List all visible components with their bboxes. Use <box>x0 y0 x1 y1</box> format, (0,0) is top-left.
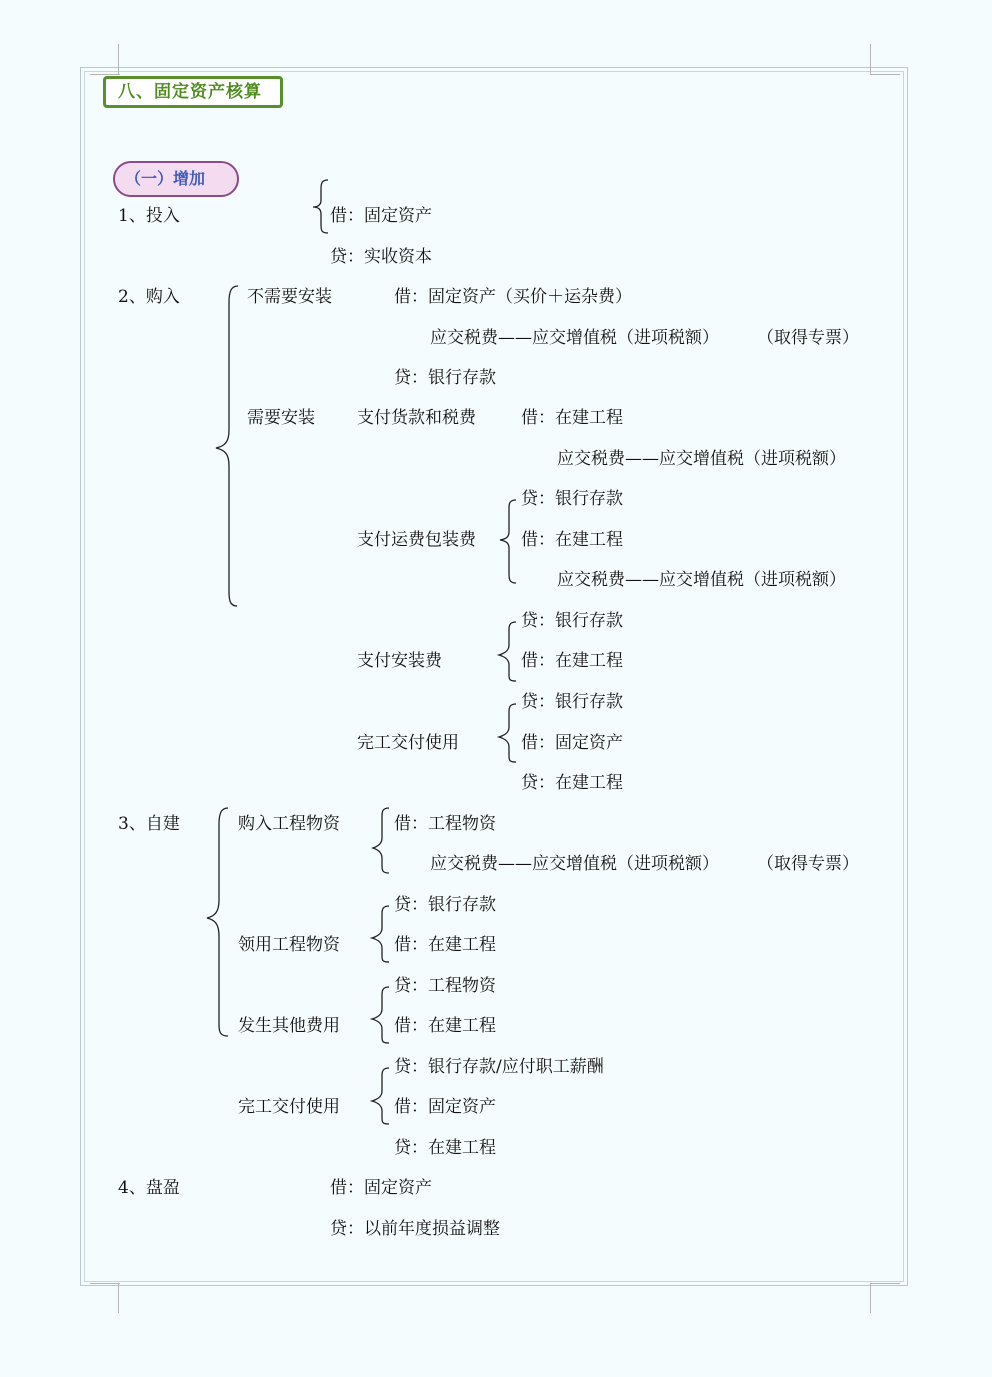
brace-pay-install <box>499 622 516 681</box>
no-install-note: （取得专票） <box>757 328 859 348</box>
purchase-complete-label: 完工交付使用 <box>357 733 459 753</box>
purchase-complete-credit: 贷：在建工程 <box>521 773 623 793</box>
brace-selfbuild-complete <box>372 1068 389 1124</box>
pay-goods-credit: 贷：银行存款 <box>521 489 623 509</box>
need-install-label: 需要安装 <box>247 408 315 428</box>
pay-goods-label: 支付货款和税费 <box>357 408 476 428</box>
no-install-label: 不需要安装 <box>247 287 332 307</box>
item-invest-heading: 1、投入 <box>118 206 180 226</box>
pay-freight-debit2: 应交税费——应交增值税（进项税额） <box>557 570 846 590</box>
item-selfbuild-heading: 3、自建 <box>118 814 180 834</box>
pay-goods-debit1: 借：在建工程 <box>521 408 623 428</box>
buy-materials-credit: 贷：银行存款 <box>394 895 496 915</box>
pay-install-credit: 贷：银行存款 <box>521 692 623 712</box>
brace-purchase <box>216 286 238 606</box>
brace-selfbuild <box>207 808 228 1036</box>
pay-goods-debit2: 应交税费——应交增值税（进项税额） <box>557 449 846 469</box>
no-install-credit: 贷：银行存款 <box>394 368 496 388</box>
selfbuild-complete-debit: 借：固定资产 <box>394 1097 496 1117</box>
pay-install-debit: 借：在建工程 <box>521 651 623 671</box>
subsection-title: （一）增加 <box>113 161 239 197</box>
no-install-debit1: 借：固定资产（买价＋运杂费） <box>394 287 632 307</box>
pay-freight-label: 支付运费包装费 <box>357 530 476 550</box>
item-surplus-heading: 4、盘盈 <box>118 1178 180 1198</box>
selfbuild-complete-credit: 贷：在建工程 <box>394 1138 496 1158</box>
buy-materials-note: （取得专票） <box>757 854 859 874</box>
brace-buy-materials <box>373 808 389 873</box>
brace-use-materials <box>372 906 389 962</box>
invest-credit: 贷：实收资本 <box>330 247 432 267</box>
selfbuild-complete-label: 完工交付使用 <box>238 1097 340 1117</box>
use-materials-credit: 贷：工程物资 <box>394 976 496 996</box>
brace-invest <box>313 180 328 233</box>
surplus-debit: 借：固定资产 <box>330 1178 432 1198</box>
use-materials-label: 领用工程物资 <box>238 935 340 955</box>
buy-materials-debit1: 借：工程物资 <box>394 814 496 834</box>
buy-materials-label: 购入工程物资 <box>238 814 340 834</box>
other-costs-label: 发生其他费用 <box>238 1016 340 1036</box>
brace-pay-freight <box>500 500 516 583</box>
invest-debit: 借：固定资产 <box>330 206 432 226</box>
pay-install-label: 支付安装费 <box>357 651 442 671</box>
pay-freight-debit1: 借：在建工程 <box>521 530 623 550</box>
no-install-debit2: 应交税费——应交增值税（进项税额） <box>430 328 719 348</box>
other-costs-credit: 贷：银行存款/应付职工薪酬 <box>394 1057 604 1077</box>
buy-materials-debit2: 应交税费——应交增值税（进项税额） <box>430 854 719 874</box>
section-title: 八、固定资产核算 <box>103 76 283 108</box>
brace-purchase-complete <box>499 704 516 762</box>
other-costs-debit: 借：在建工程 <box>394 1016 496 1036</box>
item-purchase-heading: 2、购入 <box>118 287 180 307</box>
brace-other-costs <box>372 987 389 1043</box>
purchase-complete-debit: 借：固定资产 <box>521 733 623 753</box>
pay-freight-credit: 贷：银行存款 <box>521 611 623 631</box>
surplus-credit: 贷：以前年度损益调整 <box>330 1219 500 1239</box>
use-materials-debit: 借：在建工程 <box>394 935 496 955</box>
